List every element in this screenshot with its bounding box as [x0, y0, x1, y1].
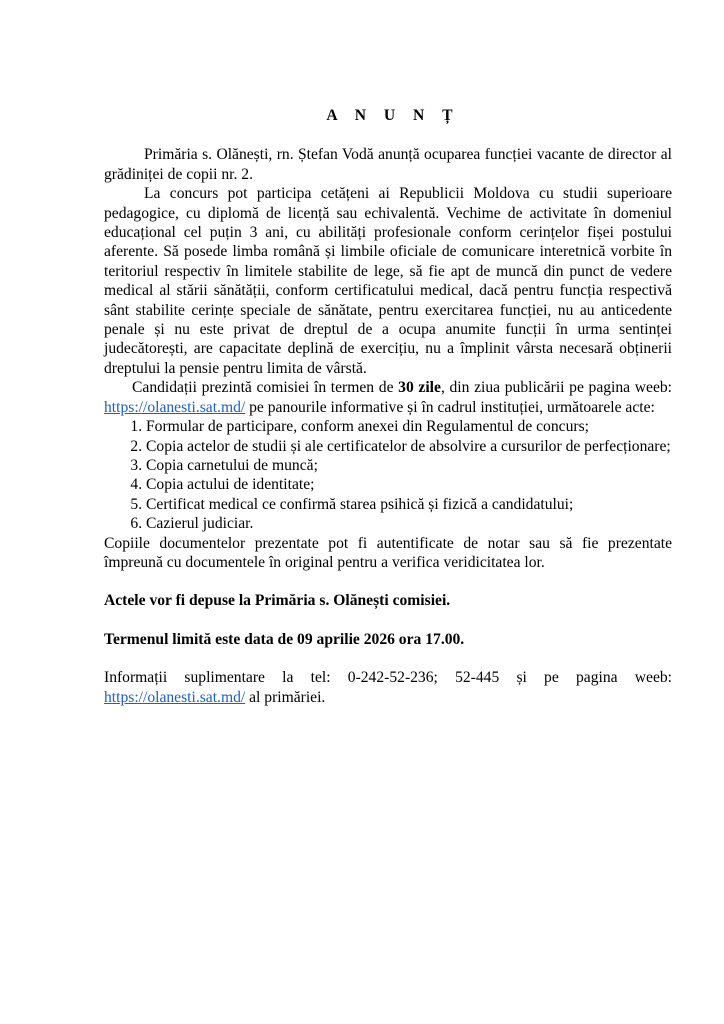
- list-item: 6. Cazierul judiciar.: [146, 514, 672, 533]
- intro-paragraph: Primăria s. Olănești, rn. Ștefan Vodă anunță ocuparea funcției vacante de director al grădiniței de copii nr. 2.: [104, 146, 672, 183]
- conditions-paragraph: La concurs pot participa cetățeni ai Republicii Moldova cu studii superioare pedagogice, cu diplomă de licență sau echivalentă. Vechime de activitate în domeniul educațional cel puțin 3 ani, cu abilități profesionale conform cerințelor fișei postului aferente. Să posede limba română și limbile oficiale de comunicare interetnică vorbite în teritoriul respectiv în limitele stabilite de lege, să fie apt de muncă din punct de vedere medical al stării sănătății, conform certificatului medical, dacă pentru funcția respectivă sânt stabilite cerințe speciale de sănătate, pentru exercitarea funcției, nu au anticedente penale și nu este privat de dreptul de a ocupa anumite funcții în urma sentinței judecătorești, are capacitate deplină de exercițiu, nu a împlinit vârsta necesară obținerii dreptului la pensie pentru limita de vârstă.: [104, 185, 672, 377]
- website-link-footer[interactable]: https://olanesti.sat.md/: [104, 688, 246, 706]
- info-text-after: al primăriei.: [245, 688, 326, 706]
- copies-note: Copiile documentelor prezentate pot fi autentificate de notar sau să fie prezentate împreună cu documentele în original pentru a verifica veridicitatea lor.: [104, 534, 672, 571]
- candidates-text-after: pe panourile informative și în cadrul instituției, următoarele acte:: [245, 398, 655, 416]
- deadline-line: Termenul limită este data de 09 aprilie 2026 ora 17.00.: [104, 630, 465, 648]
- candidates-text-middle: , din ziua publicării pe pagina weeb:: [440, 379, 673, 397]
- candidates-text-before: Candidații prezintă comisiei în termen de: [132, 379, 399, 397]
- list-item: 5. Certificat medical ce confirmă starea psihică și fizică a candidatului;: [146, 495, 672, 514]
- candidates-paragraph: [104, 378, 672, 417]
- submit-line: Actele vor fi depuse la Primăria s. Olănești comisiei.: [104, 592, 451, 610]
- info-text-before: Informații suplimentare la tel: 0-242-52-236; 52-445 și pe pagina weeb:: [104, 669, 672, 687]
- website-link[interactable]: https://olanesti.sat.md/: [104, 398, 246, 416]
- list-item: 4. Copia actului de identitate;: [146, 475, 672, 494]
- list-item: 3. Copia carnetului de muncă;: [146, 456, 672, 475]
- list-item: 1. Formular de participare, conform anexei din Regulamentul de concurs;: [146, 417, 672, 436]
- deadline-days: 30 zile: [398, 379, 441, 397]
- announcement-document: [104, 106, 672, 707]
- list-item: 2. Copia actelor de studii și ale certificatelor de absolvire a cursurilor de perfecționare;: [146, 437, 672, 456]
- documents-list: [104, 417, 672, 533]
- document-title: A N U N Ț: [326, 107, 460, 124]
- info-paragraph: [104, 668, 672, 707]
